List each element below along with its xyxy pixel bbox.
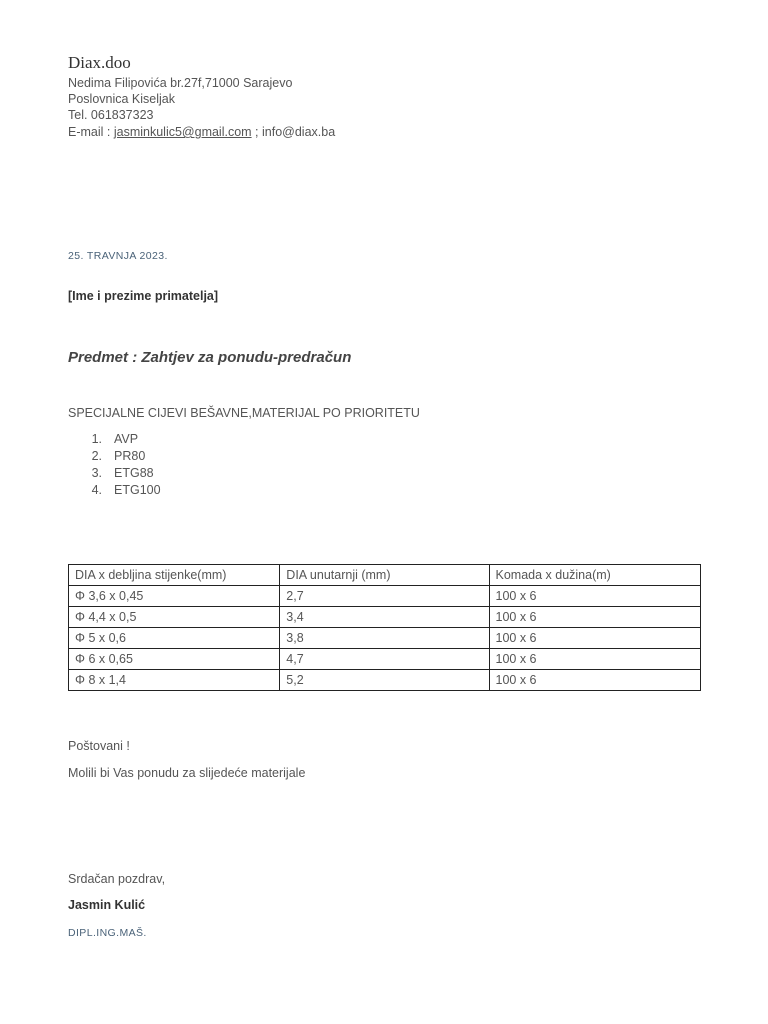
table-header-row	[69, 565, 701, 586]
table-cell: 4,7	[280, 649, 489, 670]
list-item-number: 1.	[91, 432, 102, 446]
table-cell: 2,7	[280, 586, 489, 607]
company-email-line	[68, 124, 335, 140]
letter-subject: Predmet : Zahtjev za ponudu-predračun	[68, 349, 352, 366]
table-row	[69, 586, 701, 607]
email-secondary: info@diax.ba	[262, 125, 336, 139]
list-item-label: PR80	[114, 449, 146, 463]
table-row	[69, 649, 701, 670]
signer-title: DIPL.ING.MAŠ.	[68, 927, 147, 939]
email-separator: ;	[251, 125, 262, 139]
company-phone: Tel. 061837323	[68, 108, 154, 122]
letter-date: 25. TRAVNJA 2023.	[68, 250, 168, 262]
company-branch: Poslovnica Kiseljak	[68, 92, 175, 106]
table-cell: Φ 3,6 x 0,45	[69, 586, 280, 607]
signer-name: Jasmin Kulić	[68, 898, 146, 912]
table-cell: 100 x 6	[489, 586, 701, 607]
email-label: E-mail :	[68, 125, 114, 139]
materials-intro: SPECIJALNE CIJEVI BEŠAVNE,MATERIJAL PO PRIORITETU	[68, 406, 420, 420]
company-address: Nedima Filipovića br.27f,71000 Sarajevo	[68, 76, 293, 90]
table-cell: Φ 6 x 0,65	[69, 649, 280, 670]
table-cell: 3,4	[280, 607, 489, 628]
list-item-number: 2.	[91, 449, 102, 463]
table-cell: 100 x 6	[489, 628, 701, 649]
list-item-label: AVP	[114, 432, 139, 446]
list-item-label: ETG88	[114, 466, 154, 480]
table-cell: 100 x 6	[489, 670, 701, 691]
request-text: Molili bi Vas ponudu za slijedeće materijale	[68, 766, 306, 780]
table-header-cell: DIA x debljina stijenke(mm)	[69, 565, 280, 586]
list-item-number: 4.	[91, 483, 102, 497]
closing-text: Srdačan pozdrav,	[68, 872, 166, 886]
table-cell: 3,8	[280, 628, 489, 649]
list-item-number: 3.	[91, 466, 102, 480]
list-item-label: ETG100	[114, 483, 161, 497]
table-cell: Φ 5 x 0,6	[69, 628, 280, 649]
table-cell: Φ 4,4 x 0,5	[69, 607, 280, 628]
table-cell: 100 x 6	[489, 649, 701, 670]
table-header-cell: DIA unutarnji (mm)	[280, 565, 489, 586]
table-header-cell: Komada x dužina(m)	[489, 565, 701, 586]
table-row	[69, 628, 701, 649]
recipient-placeholder: [Ime i prezime primatelja]	[68, 289, 219, 303]
company-name: Diax.doo	[68, 53, 131, 72]
email-primary-link[interactable]: jasminkulic5@gmail.com	[113, 125, 252, 139]
table-cell: 100 x 6	[489, 607, 701, 628]
specification-table	[68, 564, 701, 691]
table-cell: Φ 8 x 1,4	[69, 670, 280, 691]
table-cell: 5,2	[280, 670, 489, 691]
table-row	[69, 670, 701, 691]
greeting: Poštovani !	[68, 739, 130, 753]
table-row	[69, 607, 701, 628]
